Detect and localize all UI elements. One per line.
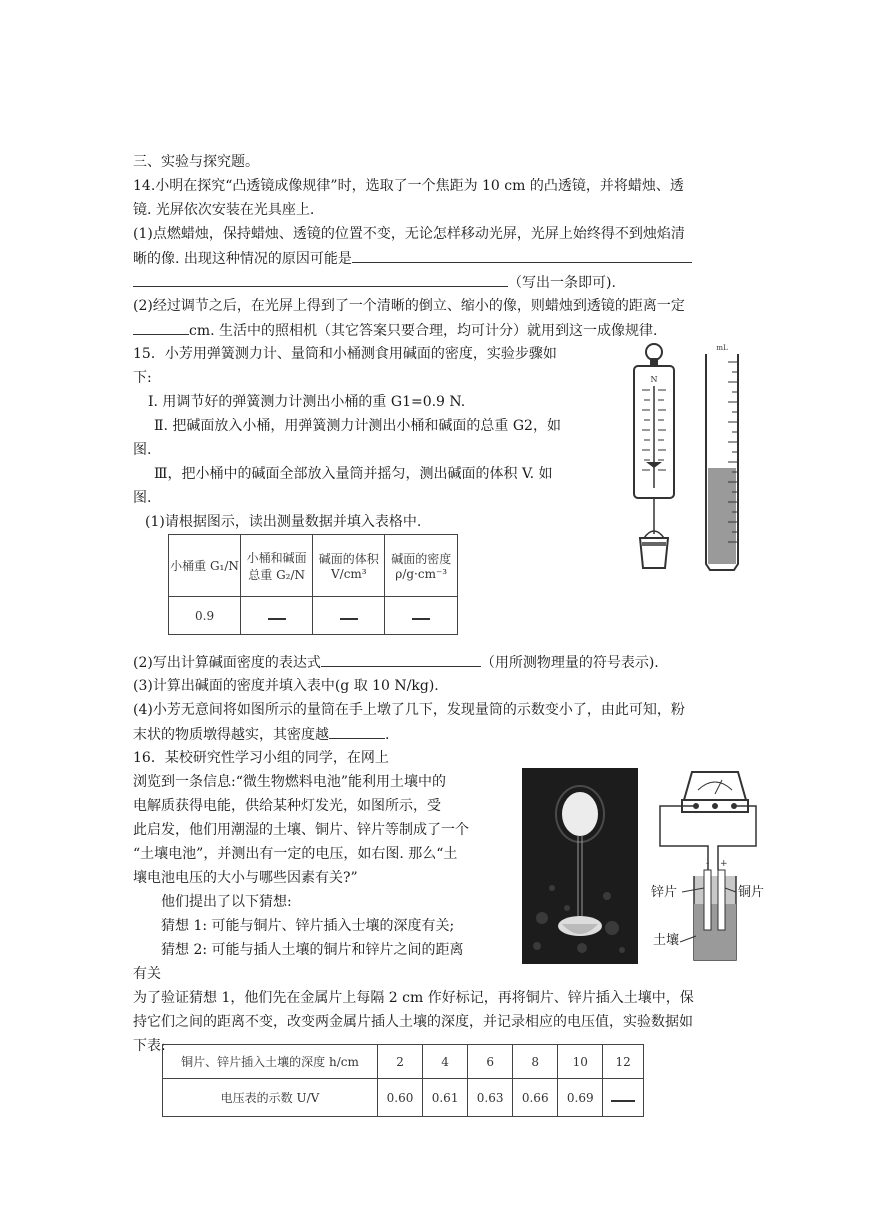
q16-depth-cell: 8	[513, 1045, 558, 1079]
q16-voltage-blank[interactable]	[603, 1079, 644, 1117]
spring-scale-figure	[620, 338, 688, 578]
q14-line-4-text: 晰的像. 出现这种情况的原因可能是	[133, 251, 352, 267]
q14-line-6: (2)经过调节之后，在光屏上得到了一个清晰的倒立、缩小的像，则蜡烛到透镜的距离一定	[133, 298, 685, 314]
graduated-cylinder-figure	[700, 340, 744, 576]
q14-answer-blank-1b[interactable]	[133, 272, 508, 287]
q16-depth-cell: 10	[558, 1045, 603, 1079]
q16-voltage-cell: 0.69	[558, 1079, 603, 1117]
q15-line-1: 15．小芳用弹簧测力计、量筒和小桶测食用碱面的密度，实验步骤如	[133, 346, 557, 362]
svg-text:+: +	[720, 859, 728, 869]
svg-text:-: -	[706, 859, 710, 869]
q14-answer-blank-2[interactable]	[133, 320, 189, 335]
q16-voltage-cell: 0.66	[513, 1079, 558, 1117]
q15-cell-density[interactable]	[385, 597, 458, 635]
q14-line-7-text: cm. 生活中的照相机（其它答案只要合理，均可计分）就用到这一成像规律.	[189, 323, 658, 339]
copper-label: 铜片	[738, 885, 765, 900]
q15-line-11: (4)小芳无意间将如图所示的量筒在手上墩了几下，发现量筒的示数变小了，由此可知，粉	[133, 702, 685, 718]
q15-data-table	[168, 534, 458, 635]
q16-line-1: 16．某校研究性学习小组的同学，在网上	[133, 750, 389, 766]
q14-line-1: 14.小明在探究“凸透镜成像规律”时，选取了一个焦距为 10 cm 的凸透镜，并将蜡烛、透	[133, 178, 684, 194]
soil-label: 土壤	[653, 933, 680, 948]
q16-voltage-cell: 0.63	[468, 1079, 513, 1117]
q15-cell-g2[interactable]	[241, 597, 313, 635]
q15-line-4: Ⅱ. 把碱面放入小桶，用弹簧测力计测出小桶和碱面的总重 G2，如	[154, 418, 561, 434]
lamp-photo-figure	[522, 768, 638, 964]
q15-expression-blank[interactable]	[321, 652, 481, 667]
q15-header-2: 小桶和碱面总重 G₂/N	[241, 535, 313, 597]
q14-answer-blank-1a[interactable]	[352, 248, 692, 263]
q16-data-table	[162, 1044, 644, 1117]
q14-line-4	[133, 248, 692, 269]
q15-line-9-tail: （用所测物理量的符号表示).	[480, 655, 659, 671]
q16-hypothesis-1: 猜想 1: 可能与铜片、锌片插入士壤的深度有关;	[161, 918, 455, 934]
q15-header-3: 碱面的体积 V/cm³	[313, 535, 385, 597]
q16-line-2: 浏览到一条信息:“微生物燃料电池”能利用土壤中的	[133, 774, 447, 790]
q16-line-6: 壤电池电压的大小与哪些因素有关?”	[133, 870, 358, 886]
q15-line-8: (1)请根据图示，读出测量数据并填入表格中.	[145, 514, 422, 530]
q15-line-5: 图.	[133, 442, 152, 458]
q15-line-12	[133, 724, 389, 745]
q14-line-5-text: （写出一条即可).	[508, 275, 616, 291]
q16-depth-cell: 2	[378, 1045, 423, 1079]
q16-voltage-cell: 0.60	[378, 1079, 423, 1117]
q15-density-blank[interactable]	[329, 724, 385, 739]
q15-cell-g1: 0.9	[169, 597, 241, 635]
q16-line-13: 下表:	[133, 1038, 166, 1054]
q16-line-11: 为了验证猜想 1，他们先在金属片上每隔 2 cm 作好标记，再将铜片、锌片插入土壤中，保	[133, 990, 694, 1006]
q15-line-9-text: (2)写出计算碱面密度的表达式	[133, 655, 321, 671]
q16-depth-label: 铜片、锌片插入土壤的深度 h/cm	[163, 1045, 378, 1079]
q14-line-2: 镜. 光屏依次安装在光具座上.	[133, 202, 315, 218]
q16-voltage-label: 电压表的示数 U/V	[163, 1079, 378, 1117]
q15-header-1: 小桶重 G₁/N	[169, 535, 241, 597]
q16-line-12: 持它们之间的距离不变，改变两金属片插人土壤的深度，并记录相应的电压值，实验数据如	[133, 1014, 693, 1030]
q15-cell-volume[interactable]	[313, 597, 385, 635]
q14-line-5	[133, 272, 616, 293]
q15-header-4: 碱面的密度 ρ/g·cm⁻³	[385, 535, 458, 597]
zinc-label: 锌片	[651, 885, 678, 900]
q16-voltage-cell: 0.61	[423, 1079, 468, 1117]
spring-scale-unit: N	[650, 375, 658, 384]
q16-line-10: 有关	[133, 966, 161, 982]
q16-depth-cell: 6	[468, 1045, 513, 1079]
q16-depth-cell: 12	[603, 1045, 644, 1079]
cylinder-unit: mL	[716, 344, 728, 352]
q16-line-4: 此启发，他们用潮湿的土壤、铜片、锌片等制成了一个	[133, 822, 469, 838]
q15-line-12-tail: .	[385, 727, 390, 743]
q16-line-7: 他们提出了以下猜想:	[161, 894, 292, 910]
q15-line-12-text: 末状的物质墩得越实，其密度越	[133, 727, 329, 743]
q15-line-6: Ⅲ，把小桶中的碱面全部放入量筒并摇匀，测出碱面的体积 V. 如	[154, 466, 553, 482]
q16-line-5: “土壤电池”，并测出有一定的电压，如右图. 那么“土	[133, 846, 458, 862]
q15-line-10: (3)计算出碱面的密度并填入表中(g 取 10 N/kg).	[133, 678, 439, 694]
q15-line-7: 图.	[133, 490, 152, 506]
q14-line-7	[133, 320, 657, 341]
q15-line-3: Ⅰ. 用调节好的弹簧测力计测出小桶的重 G1=0.9 N.	[148, 394, 466, 410]
q16-line-3: 电解质获得电能，供给某种灯发光，如图所示，受	[133, 798, 441, 814]
section-title: 三、实验与探究题。	[133, 154, 259, 170]
q14-line-3: (1)点燃蜡烛，保持蜡烛、透镜的位置不变，无论怎样移动光屏，光屏上始终得不到烛焰清	[133, 226, 685, 242]
q16-depth-cell: 4	[423, 1045, 468, 1079]
q15-line-2: 下:	[133, 370, 152, 386]
q16-hypothesis-2: 猜想 2: 可能与插人土壤的铜片和锌片之间的距离	[161, 942, 464, 958]
q15-line-9	[133, 652, 659, 673]
